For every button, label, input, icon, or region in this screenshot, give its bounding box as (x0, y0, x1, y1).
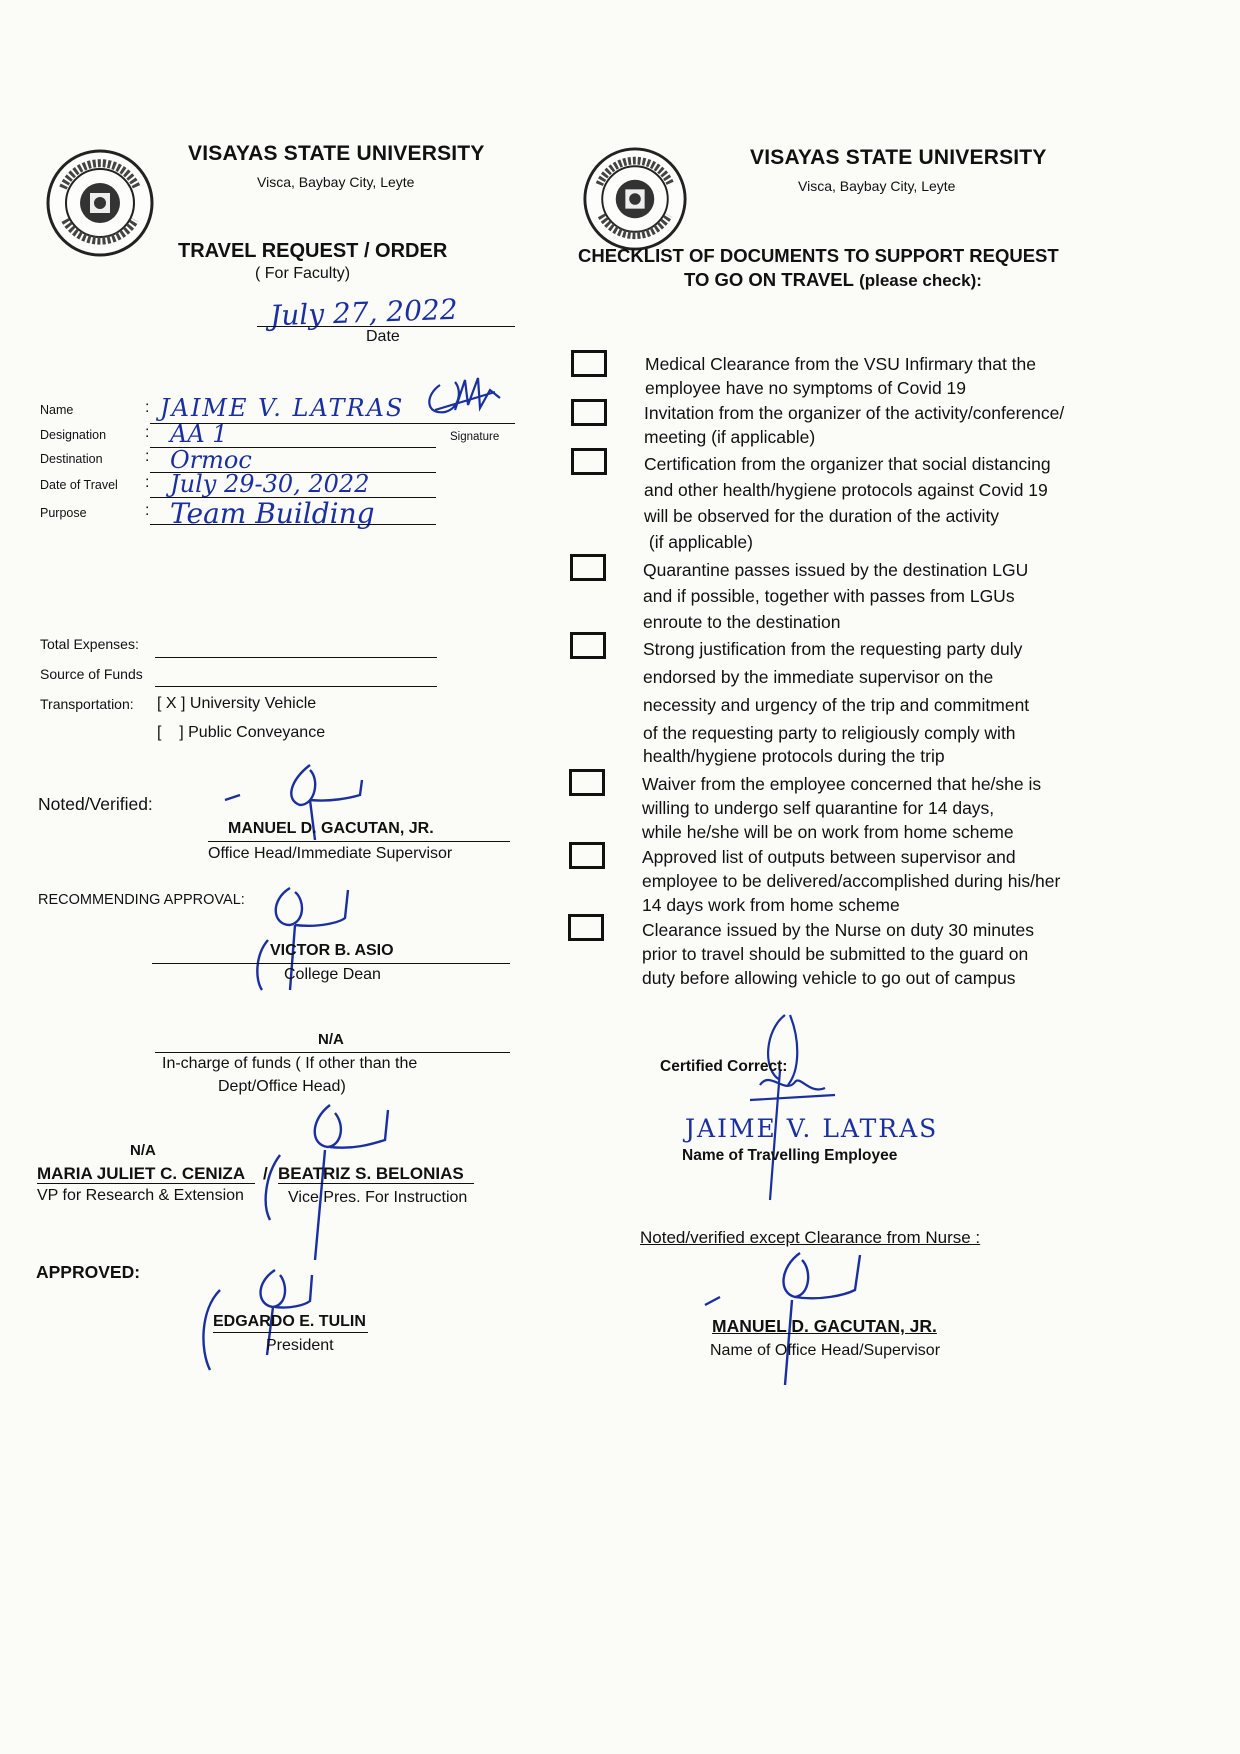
item-2-line-1: Invitation from the organizer of the activity/conference/ (644, 403, 1065, 423)
checkbox-nurse-clearance[interactable] (568, 914, 604, 941)
date-label: Date (366, 328, 400, 345)
purpose-line (150, 524, 436, 525)
dean-line (152, 963, 510, 964)
president-name: EDGARDO E. TULIN (213, 1313, 366, 1330)
source-of-funds-line (155, 686, 437, 687)
head-title: Name of Office Head/Supervisor (710, 1342, 941, 1359)
dean-title: College Dean (284, 966, 381, 983)
item-6-line-1: Waiver from the employee concerned that he/she is (642, 774, 1042, 794)
employee-name-handwritten: JAIME V. LATRAS (685, 1114, 939, 1143)
transport-option-public-conveyance: [ ] Public Conveyance (157, 724, 326, 741)
university-address-right: Visca, Baybay City, Leyte (798, 178, 956, 194)
transportation-label: Transportation: (40, 696, 134, 712)
employee-title: Name of Travelling Employee (682, 1147, 898, 1164)
item-4-line-2: and if possible, together with passes from LGUs (643, 586, 1015, 606)
vp-slash: / (263, 1164, 268, 1183)
university-name-right: VISAYAS STATE UNIVERSITY (750, 146, 1047, 169)
checkbox-waiver[interactable] (569, 769, 605, 796)
vp-research-name: MARIA JULIET C. CENIZA (37, 1164, 246, 1183)
funds-title-1: In-charge of funds ( If other than the (162, 1055, 418, 1072)
item-4-line-1: Quarantine passes issued by the destination LGU (643, 560, 1029, 580)
item-2-line-2: meeting (if applicable) (644, 427, 816, 447)
designation-colon: : (145, 424, 150, 441)
item-8-line-2: prior to travel should be submitted to the guard on (642, 944, 1029, 964)
checkbox-medical-clearance[interactable] (571, 350, 607, 377)
destination-colon: : (145, 448, 150, 465)
dean-name: VICTOR B. ASIO (270, 942, 394, 959)
item-5-line-5: health/hygiene protocols during the trip (643, 746, 945, 766)
checkbox-quarantine-passes[interactable] (570, 554, 606, 581)
designation-value: AA 1 (170, 420, 228, 448)
checklist-title-line2b: (please check): (859, 271, 982, 290)
item-3-line-2: and other health/hygiene protocols against Covid 19 (644, 480, 1048, 500)
item-6-line-3: while he/she will be on work from home scheme (642, 822, 1014, 842)
source-of-funds-label: Source of Funds (40, 666, 143, 682)
funds-title-2: Dept/Office Head) (218, 1078, 346, 1095)
item-7-line-2: employee to be delivered/accomplished during his/her (642, 871, 1061, 891)
certified-correct-label: Certified Correct: (660, 1058, 788, 1075)
president-line (213, 1332, 368, 1333)
date-line (257, 326, 515, 327)
checkbox-strong-justification[interactable] (570, 632, 606, 659)
date-of-travel-value: July 29-30, 2022 (170, 470, 370, 498)
item-6-line-2: willing to undergo self quarantine for 14 days, (642, 798, 995, 818)
item-5-line-4: of the requesting party to religiously comply with (643, 723, 1016, 743)
president-title: President (266, 1337, 334, 1354)
date-of-travel-colon: : (145, 474, 150, 491)
name-label: Name (40, 403, 74, 417)
funds-na: N/A (318, 1031, 344, 1048)
employee-signature-image (420, 370, 505, 430)
noted-line (208, 841, 510, 842)
vp-research-title: VP for Research & Extension (37, 1187, 244, 1204)
noted-verified-label: Noted/Verified: (38, 794, 153, 814)
head-name: MANUEL D. GACUTAN, JR. (712, 1316, 937, 1336)
item-5-line-2: endorsed by the immediate supervisor on the (643, 667, 994, 687)
destination-label: Destination (40, 452, 103, 466)
destination-value: Ormoc (170, 446, 252, 474)
vp-instruction-line (278, 1183, 474, 1184)
purpose-value: Team Building (170, 497, 375, 530)
approved-label: APPROVED: (36, 1262, 141, 1282)
item-5-line-1: Strong justification from the requesting party duly (643, 639, 1023, 659)
designation-label: Designation (40, 428, 107, 442)
head-supervisor-signature-image (700, 1245, 870, 1385)
form-subtitle: ( For Faculty) (255, 265, 351, 282)
item-3-line-3: will be observed for the duration of the activity (644, 506, 1000, 526)
form-title: TRAVEL REQUEST / ORDER (178, 240, 448, 262)
noted-title: Office Head/Immediate Supervisor (208, 845, 453, 862)
funds-line (155, 1052, 510, 1053)
name-colon: : (145, 399, 150, 416)
transport-option-university-vehicle: [ X ] University Vehicle (157, 695, 317, 712)
checklist-title-line1: CHECKLIST OF DOCUMENTS TO SUPPORT REQUEST (578, 245, 1059, 266)
item-1-line-1: Medical Clearance from the VSU Infirmary that the (645, 354, 1036, 374)
item-3-line-4: (if applicable) (644, 532, 753, 552)
checklist-title-line2a: TO GO ON TRAVEL (684, 269, 854, 290)
checkbox-certification[interactable] (571, 448, 607, 475)
purpose-colon: : (145, 502, 150, 519)
certified-signature-image (740, 1010, 850, 1205)
date-value: July 27, 2022 (269, 292, 459, 333)
total-expenses-label: Total Expenses: (40, 636, 139, 652)
purpose-label: Purpose (40, 506, 87, 520)
item-4-line-3: enroute to the destination (643, 612, 841, 632)
noted-name: MANUEL D. GACUTAN, JR. (228, 820, 434, 837)
item-7-line-1: Approved list of outputs between supervisor and (642, 847, 1016, 867)
checkbox-invitation[interactable] (571, 399, 607, 426)
vp-research-line (37, 1183, 255, 1184)
item-5-line-3: necessity and urgency of the trip and commitment (643, 695, 1030, 715)
noted-except-label: Noted/verified except Clearance from Nurse : (640, 1228, 981, 1247)
date-of-travel-label: Date of Travel (40, 478, 118, 492)
item-7-line-3: 14 days work from home scheme (642, 895, 900, 915)
vp-instruction-title: Vice Pres. For Instruction (288, 1189, 468, 1206)
signature-label: Signature (450, 431, 500, 443)
item-1-line-2: employee have no symptoms of Covid 19 (645, 378, 966, 398)
checkbox-approved-outputs[interactable] (569, 842, 605, 869)
university-seal-logo-right (582, 146, 688, 252)
vp-na: N/A (130, 1142, 156, 1159)
vp-instruction-name: BEATRIZ S. BELONIAS (278, 1164, 464, 1183)
total-expenses-line (155, 657, 437, 658)
recommending-approval-label: RECOMMENDING APPROVAL: (38, 892, 245, 908)
item-3-line-1: Certification from the organizer that social distancing (644, 454, 1051, 474)
university-address: Visca, Baybay City, Leyte (257, 174, 415, 190)
name-value: JAIME V. LATRAS (160, 394, 405, 422)
university-name: VISAYAS STATE UNIVERSITY (188, 142, 485, 165)
item-8-line-3: duty before allowing vehicle to go out of campus (642, 968, 1016, 988)
university-seal-logo (45, 148, 155, 258)
item-8-line-1: Clearance issued by the Nurse on duty 30 minutes (642, 920, 1035, 940)
